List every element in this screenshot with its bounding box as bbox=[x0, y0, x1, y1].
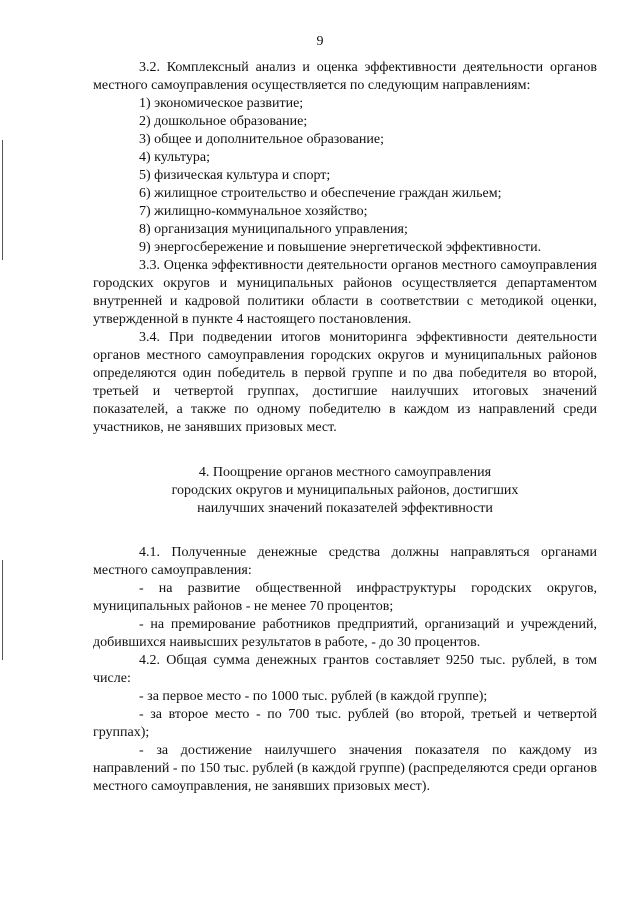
list-item: 1) экономическое развитие; bbox=[139, 96, 304, 111]
paragraph-4-2-b: - за второе место - по 700 тыс. рублей (во второй, третьей и четвертой группах); bbox=[93, 707, 597, 740]
list-item: 8) организация муниципального управления; bbox=[139, 222, 408, 237]
list-item: 3) общее и дополнительное образование; bbox=[139, 132, 384, 147]
paragraph-3-3: 3.3. Оценка эффективности деятельности органов местного самоуправления городских округов и муниципальных районов осуществляется департаментом внутренней и кадровой политики области в соответствии с методикой оценки, утвержденной в пункте 4 настоящего постановления. bbox=[93, 258, 597, 327]
paragraph-4-1-b: - на премирование работников предприятий, организаций и учреждений, добившихся наивысших результатов в работе, - до 30 процентов. bbox=[93, 617, 597, 650]
list-item: 7) жилищно-коммунальное хозяйство; bbox=[139, 204, 368, 219]
scan-edge-mark-bottom bbox=[2, 560, 3, 660]
paragraph-4-1-a: - на развитие общественной инфраструктуры городских округов, муниципальных районов - не менее 70 процентов; bbox=[93, 581, 597, 614]
paragraph-4-2-c: - за достижение наилучшего значения показателя по каждому из направлений - по 150 тыс. рублей (в каждой группе) (распределяются среди органов местного самоуправления, не занявших призовых мест). bbox=[93, 743, 597, 794]
list-item: 4) культура; bbox=[139, 150, 211, 165]
document-body bbox=[93, 59, 597, 796]
section-4-heading bbox=[93, 464, 597, 518]
page-number: 9 bbox=[316, 34, 324, 49]
directions-list bbox=[93, 95, 597, 257]
paragraph-4-1: 4.1. Полученные денежные средства должны направляться органами местного самоуправления: bbox=[93, 545, 597, 578]
paragraph-4-2-a: - за первое место - по 1000 тыс. рублей (в каждой группе); bbox=[139, 689, 488, 704]
paragraph-4-2: 4.2. Общая сумма денежных грантов составляет 9250 тыс. рублей, в том числе: bbox=[93, 653, 597, 686]
scan-edge-mark-top bbox=[2, 140, 3, 260]
paragraph-3-4: 3.4. При подведении итогов мониторинга эффективности деятельности органов местного самоуправления городских округов и муниципальных районов определяются один победитель в первой группе и по два победителя во второй, третьей и четвертой группах, достигшие наилучших итоговых значений показателей, а также по одному победителю в каждом из направлений среди участников, не занявших призовых мест. bbox=[93, 330, 597, 435]
heading-line: 4. Поощрение органов местного самоуправления bbox=[198, 465, 492, 480]
paragraph-3-2: 3.2. Комплексный анализ и оценка эффективности деятельности органов местного самоуправления осуществляется по следующим направлениям: bbox=[93, 60, 597, 93]
list-item: 5) физическая культура и спорт; bbox=[139, 168, 331, 183]
list-item: 9) энергосбережение и повышение энергетической эффективности. bbox=[139, 240, 542, 255]
list-item: 2) дошкольное образование; bbox=[139, 114, 308, 129]
list-item: 6) жилищное строительство и обеспечение граждан жильем; bbox=[139, 186, 502, 201]
heading-line: городских округов и муниципальных районов, достигших bbox=[171, 483, 519, 498]
heading-line: наилучших значений показателей эффективности bbox=[197, 501, 493, 516]
